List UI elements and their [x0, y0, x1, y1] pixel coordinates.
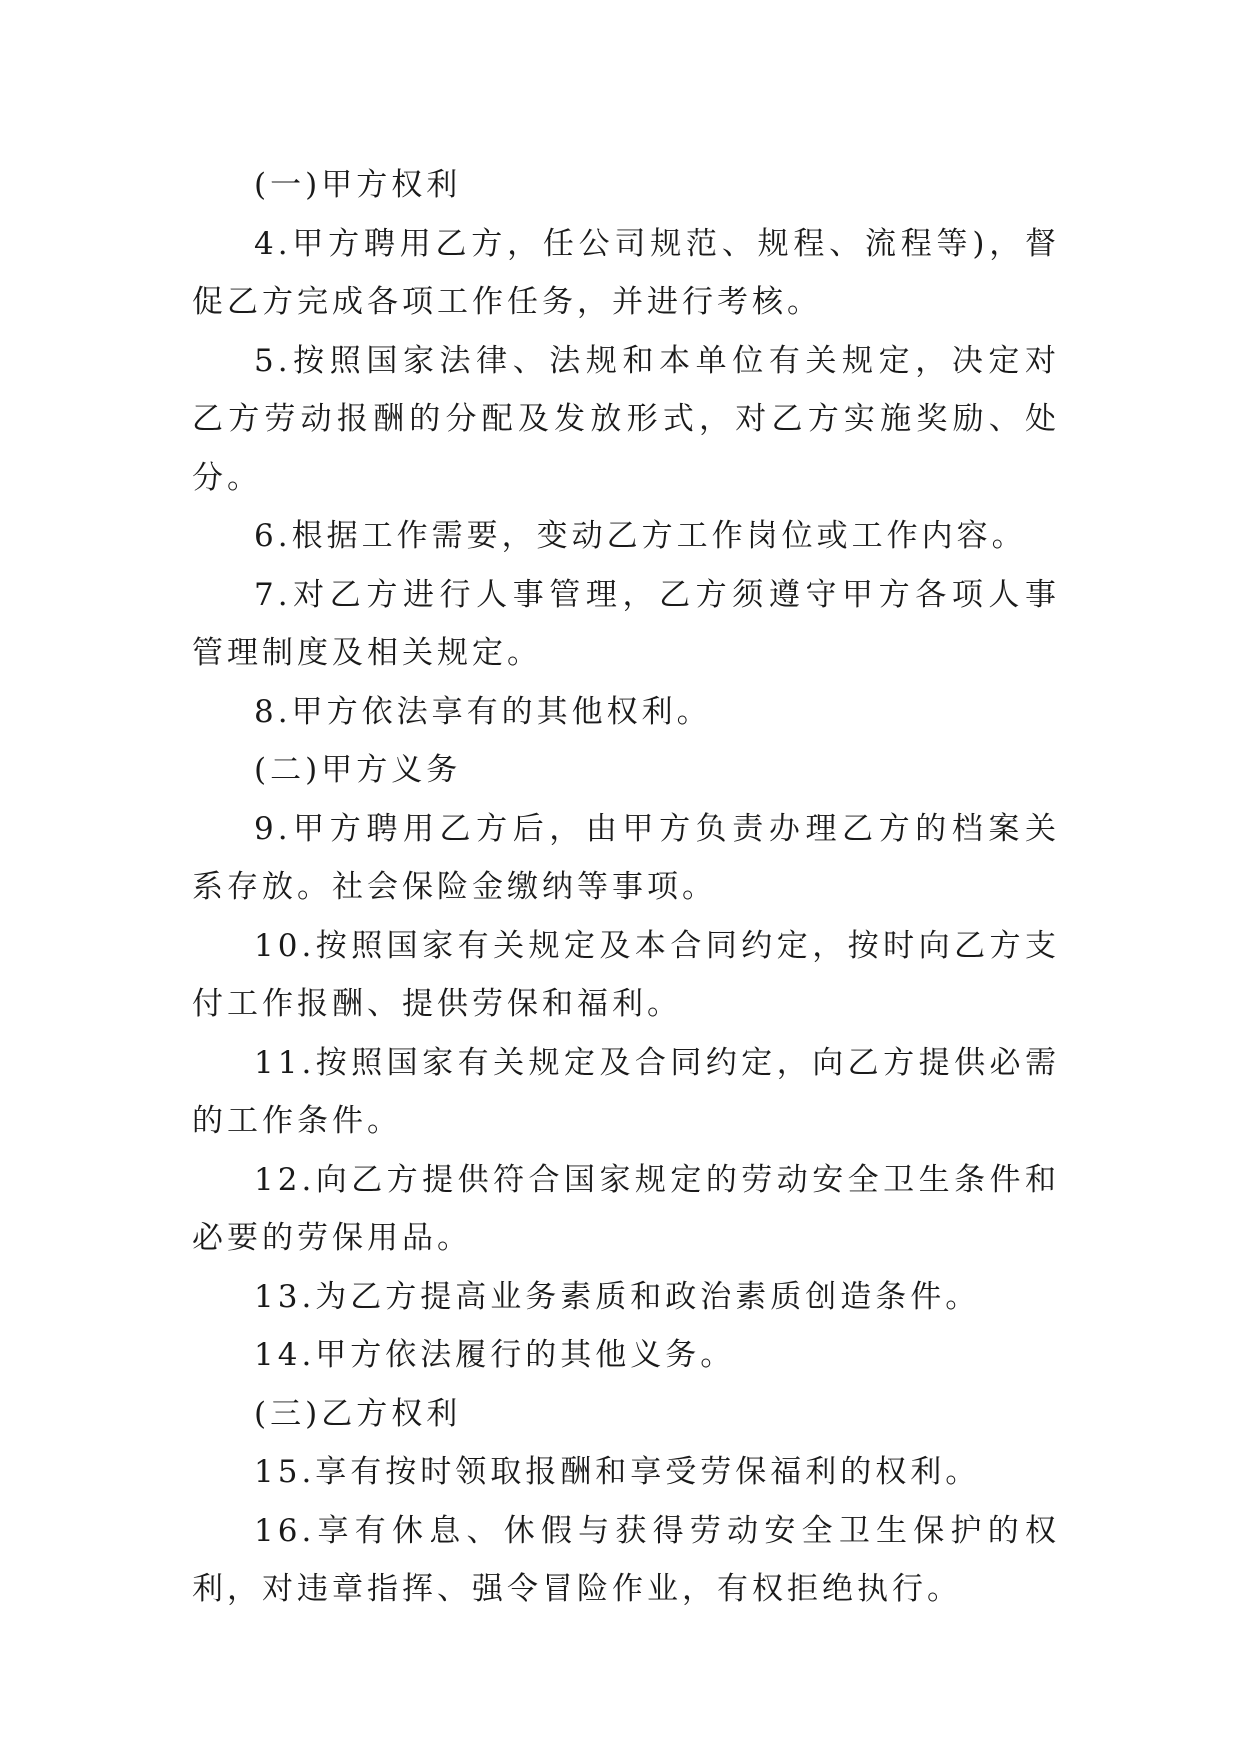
clause-4: 4.甲方聘用乙方，任公司规范、规程、流程等)，督促乙方完成各项工作任务，并进行考核。 — [192, 225, 1060, 320]
clause-14: 14.甲方依法履行的其他义务。 — [254, 1337, 736, 1373]
clause-7: 7.对乙方进行人事管理，乙方须遵守甲方各项人事管理制度及相关规定。 — [192, 576, 1060, 671]
clause-8: 8.甲方依法享有的其他权利。 — [254, 693, 712, 730]
clause-5: 5.按照国家法律、法规和本单位有关规定，决定对乙方劳动报酬的分配及发放形式，对乙方实施奖励、处分。 — [192, 342, 1060, 496]
clause-10: 10.按照国家有关规定及本合同约定，按时向乙方支付工作报酬、提供劳保和福利。 — [192, 927, 1060, 1022]
clause-12: 12.向乙方提供符合国家规定的劳动安全卫生条件和必要的劳保用品。 — [192, 1161, 1060, 1256]
clause-9: 9.甲方聘用乙方后，由甲方负责办理乙方的档案关系存放。社会保险金缴纳等事项。 — [192, 810, 1060, 905]
section-heading-party-a-rights: (一)甲方权利 — [254, 167, 462, 203]
clause-13: 13.为乙方提高业务素质和政治素质创造条件。 — [254, 1278, 981, 1315]
clause-6: 6.根据工作需要，变动乙方工作岗位或工作内容。 — [254, 518, 1027, 554]
section-heading-party-b-rights: (三)乙方权利 — [254, 1395, 462, 1432]
document-body — [192, 156, 1060, 1619]
section-heading-party-a-obligations: (二)甲方义务 — [254, 752, 462, 788]
clause-15: 15.享有按时领取报酬和享受劳保福利的权利。 — [254, 1454, 981, 1490]
clause-11: 11.按照国家有关规定及合同约定，向乙方提供必需的工作条件。 — [192, 1044, 1060, 1139]
clause-16: 16.享有休息、休假与获得劳动安全卫生保护的权利，对违章指挥、强令冒险作业，有权拒绝执行。 — [192, 1512, 1060, 1607]
